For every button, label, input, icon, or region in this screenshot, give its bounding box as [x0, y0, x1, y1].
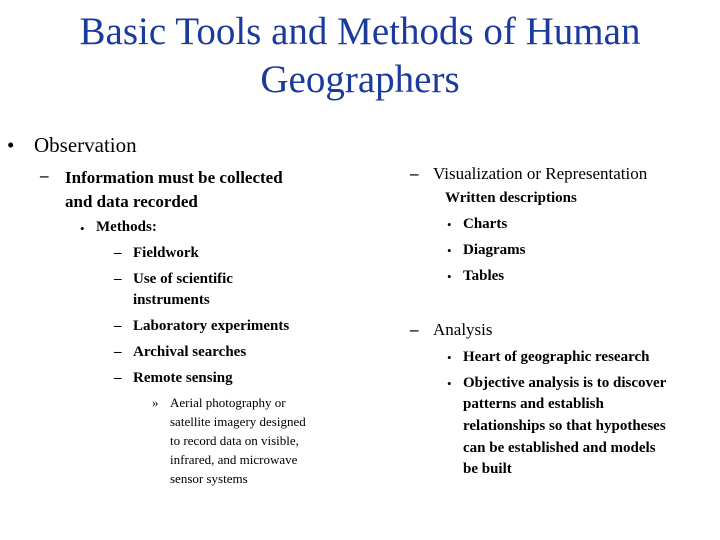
dash-laboratory: – [114, 318, 122, 334]
aerial-line-4: infrared, and microwave [170, 452, 298, 467]
bullet-objective: • [447, 376, 452, 391]
slide-title [0, 8, 720, 104]
method-fieldwork: Fieldwork [133, 245, 199, 261]
dash-archival: – [114, 344, 122, 360]
dash-analysis: – [410, 320, 419, 339]
vis-item-diagrams: Diagrams [463, 242, 526, 258]
bullet-charts: • [447, 217, 452, 232]
dash-remote: – [114, 370, 122, 386]
info-line-2: and data recorded [65, 192, 198, 211]
heading-visualization: Visualization or Representation [433, 164, 648, 183]
analysis-cont-3: can be established and models [463, 440, 656, 456]
dash-visualization: – [410, 164, 419, 183]
method-laboratory: Laboratory experiments [133, 318, 290, 334]
title-line-2: Geographers [260, 58, 460, 101]
method-remote-sensing: Remote sensing [133, 370, 233, 386]
aerial-line-1: Aerial photography or [170, 395, 286, 410]
dash-information: – [40, 166, 49, 185]
method-archival: Archival searches [133, 344, 247, 360]
bullet-tables: • [447, 269, 452, 284]
aerial-line-2: satellite imagery designed [170, 414, 306, 429]
bullet-diagrams: • [447, 243, 452, 258]
bullet-methods: • [80, 221, 85, 236]
analysis-item-heart: Heart of geographic research [463, 349, 650, 365]
method-scientific-line1: Use of scientific [133, 271, 233, 287]
arrow-aerial: » [152, 395, 159, 410]
analysis-cont-2: relationships so that hypotheses [463, 418, 666, 434]
title-line-1: Basic Tools and Methods of Human [79, 10, 641, 53]
dash-fieldwork: – [114, 245, 122, 261]
dash-scientific: – [114, 271, 122, 287]
info-line-1: Information must be collected [65, 168, 283, 187]
analysis-item-objective: Objective analysis is to discover [463, 375, 667, 391]
heading-observation: Observation [34, 133, 137, 157]
written-descriptions: Written descriptions [445, 190, 577, 206]
analysis-cont-4: be built [463, 461, 512, 477]
heading-analysis: Analysis [433, 320, 493, 339]
aerial-line-3: to record data on visible, [170, 433, 299, 448]
bullet-heart: • [447, 350, 452, 365]
bullet-observation: • [7, 133, 15, 157]
methods-label: Methods: [96, 219, 157, 235]
analysis-cont-1: patterns and establish [463, 396, 604, 412]
method-scientific-line2: instruments [133, 292, 210, 308]
vis-item-tables: Tables [463, 268, 505, 284]
aerial-line-5: sensor systems [170, 471, 248, 486]
vis-item-charts: Charts [463, 216, 508, 232]
